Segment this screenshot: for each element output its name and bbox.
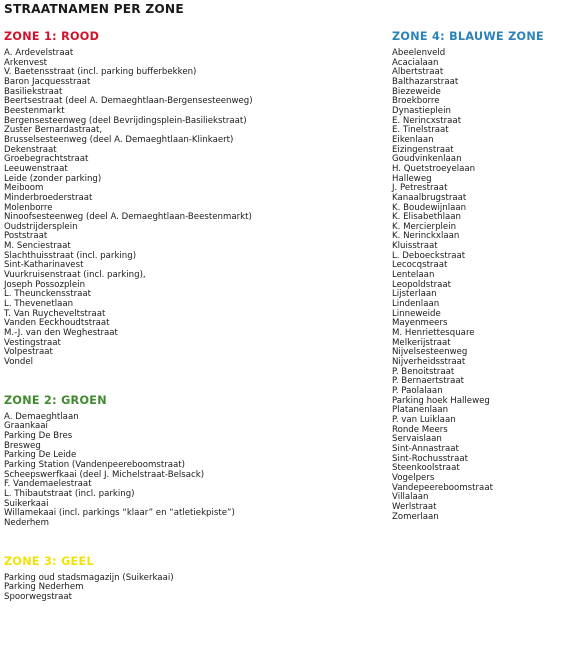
street-name: Zomerlaan — [392, 511, 439, 522]
street-name: Ronde Meers — [392, 424, 448, 435]
zone-4-section — [392, 29, 566, 522]
street-name: J. Petrestraat — [392, 183, 448, 194]
street-name: Lentelaan — [392, 270, 435, 281]
street-name: Leeuwenstraat — [4, 163, 68, 174]
street-name: Vogelpers — [392, 472, 435, 483]
street-name: Beestenmarkt — [4, 105, 65, 116]
street-name: Brusselsesteenweg (deel A. Demaeghtlaan-Klinkaert) — [4, 134, 234, 145]
street-name: Sint-Rochusstraat — [392, 453, 468, 464]
street-name: Dynastieplein — [392, 105, 451, 116]
street-name: P. van Luiklaan — [392, 414, 456, 425]
street-name: Vondel — [4, 357, 34, 367]
zone-4-heading: ZONE 4: BLAUWE ZONE — [392, 30, 544, 43]
street-name: Melkerijstraat — [392, 337, 451, 348]
street-name: Graankaai — [4, 421, 48, 432]
zone-2-section — [4, 393, 384, 529]
street-name: Balthazarstraat — [392, 76, 459, 87]
street-name: K. Mercierplein — [392, 221, 457, 232]
zone-3-street-list — [4, 574, 384, 603]
street-name: M. Henriettesquare — [392, 328, 475, 339]
street-name: Ninoofsesteenweg (deel A. Demaeghtlaan-Beestenmarkt) — [4, 212, 252, 223]
street-name: Steenkoolstraat — [392, 463, 460, 474]
street-name: L. Thibautstraat (incl. parking) — [4, 488, 135, 499]
street-name: L. Theunckensstraat — [4, 289, 92, 300]
street-name: Spoorwegstraat — [4, 591, 73, 602]
zone-3-section — [4, 554, 384, 603]
zone-1-heading: ZONE 1: ROOD — [4, 30, 100, 43]
page-title: STRAATNAMEN PER ZONE — [4, 2, 184, 16]
zone-2-heading: ZONE 2: GROEN — [4, 393, 107, 407]
street-name: H. Quetstroeyelaan — [392, 163, 476, 174]
street-name: Lijsterlaan — [392, 289, 437, 300]
street-name: K. Elisabethlaan — [392, 212, 461, 223]
street-name: Zuster Bernardastraat, — [4, 125, 103, 136]
street-name: Parking oud stadsmagazijn (Suikerkaai) — [4, 572, 174, 583]
street-name: M.-J. van den Weghestraat — [4, 328, 118, 339]
street-name: Parking Station (Vandenpeereboomstraat) — [4, 459, 185, 470]
street-name: Abeelenveld — [392, 48, 446, 58]
zone-4-street-list — [392, 49, 566, 522]
street-name: Biezeweide — [392, 86, 441, 97]
street-name: Leopoldstraat — [392, 279, 452, 290]
street-name: Goudvinkenlaan — [392, 154, 462, 165]
street-name: Scheepswerfkaai (deel J. Michelstraat-Belsack) — [4, 469, 205, 480]
street-name: Vanden Eeckhoudtstraat — [4, 318, 110, 329]
street-name: L. Deboeckstraat — [392, 250, 466, 261]
street-name: M. Senciestraat — [4, 241, 71, 252]
street-name: P. Bernaertstraat — [392, 376, 465, 387]
zone-1-section — [4, 29, 384, 368]
street-name: A. Ardevelstraat — [4, 48, 74, 58]
street-name: Groebegrachtstraat — [4, 154, 89, 165]
street-name: K. Boudewijnlaan — [392, 202, 467, 213]
street-name: Leide (zonder parking) — [4, 173, 102, 184]
street-name: Meiboom — [4, 183, 44, 194]
street-name: Vandepeereboomstraat — [392, 482, 493, 493]
street-name: Slachthuisstraat (incl. parking) — [4, 250, 137, 261]
street-name: Oudstrijdersplein — [4, 221, 78, 232]
street-name: Baron Jacquesstraat — [4, 76, 91, 87]
street-name: Parking De Bres — [4, 430, 73, 441]
street-name: Nijvelsesteenweg — [392, 347, 468, 358]
street-name: Minderbroederstraat — [4, 192, 93, 203]
street-name: Sint-Katharinavest — [4, 260, 84, 271]
street-name: Parking hoek Halleweg — [392, 395, 490, 406]
street-name: Suikerkaai — [4, 498, 49, 509]
street-name: Lecocqstraat — [392, 260, 448, 271]
street-name: P. Benoitstraat — [392, 366, 455, 377]
street-name: Mayenmeers — [392, 318, 448, 329]
street-name: K. Nerinckxlaan — [392, 231, 460, 242]
zone-2-street-list — [4, 413, 384, 529]
street-name: E. Tinelstraat — [392, 125, 449, 136]
street-name: Servaislaan — [392, 434, 442, 445]
street-name: Nederhem — [4, 517, 49, 528]
street-name: Vestingstraat — [4, 337, 61, 348]
street-name: T. Van Ruycheveltstraat — [4, 308, 106, 319]
street-name: Broekborre — [392, 96, 440, 107]
street-name: Villalaan — [392, 492, 429, 503]
right-column — [392, 29, 566, 522]
street-name: Bergensesteenweg (deel Bevrijdingsplein-Basiliekstraat) — [4, 115, 247, 126]
street-name: L. Thevenetlaan — [4, 299, 74, 310]
street-name: A. Demaeghtlaan — [4, 411, 79, 422]
street-name: Vuurkruisenstraat (incl. parking), — [4, 270, 146, 281]
street-name: Volpestraat — [4, 347, 53, 358]
street-name: Kluisstraat — [392, 241, 438, 252]
street-name: Eizingenstraat — [392, 144, 454, 155]
street-name: Joseph Possozplein — [4, 279, 86, 290]
street-name: Werlstraat — [392, 501, 437, 512]
street-name: Molenborre — [4, 202, 53, 213]
left-column — [4, 29, 384, 603]
street-name: Albertstraat — [392, 67, 444, 78]
street-name: Parking Nederhem — [4, 582, 84, 593]
street-name: Dekenstraat — [4, 144, 57, 155]
zone-1-street-list — [4, 49, 384, 368]
street-name: Basiliekstraat — [4, 86, 63, 97]
street-name: Kanaalbrugstraat — [392, 192, 467, 203]
street-name: Halleweg — [392, 173, 432, 184]
street-name: E. Nerincxstraat — [392, 115, 462, 126]
street-name: Linneweide — [392, 308, 441, 319]
street-name: F. Vandemaelestraat — [4, 479, 92, 490]
street-name: Sint-Annastraat — [392, 443, 459, 454]
street-name: V. Baetensstraat (incl. parking bufferbekken) — [4, 67, 197, 78]
street-name: Platanenlaan — [392, 405, 449, 416]
street-name: Beertsestraat (deel A. Demaeghtlaan-Bergensesteenweg) — [4, 96, 253, 107]
street-name: Bresweg — [4, 440, 41, 451]
street-name: Arkenvest — [4, 57, 48, 68]
street-name: P. Paolalaan — [392, 385, 443, 396]
street-name: Parking De Leide — [4, 450, 77, 461]
street-name: Poststraat — [4, 231, 48, 242]
street-name: Acacialaan — [392, 57, 439, 68]
street-name: Lindenlaan — [392, 299, 440, 310]
zone-3-heading: ZONE 3: GEEL — [4, 554, 94, 568]
street-name: Nijverheidsstraat — [392, 357, 466, 367]
street-name: Willamekaai (incl. parkings “klaar” en “atletiekpiste”) — [4, 508, 235, 519]
street-name: Eikenlaan — [392, 134, 434, 145]
